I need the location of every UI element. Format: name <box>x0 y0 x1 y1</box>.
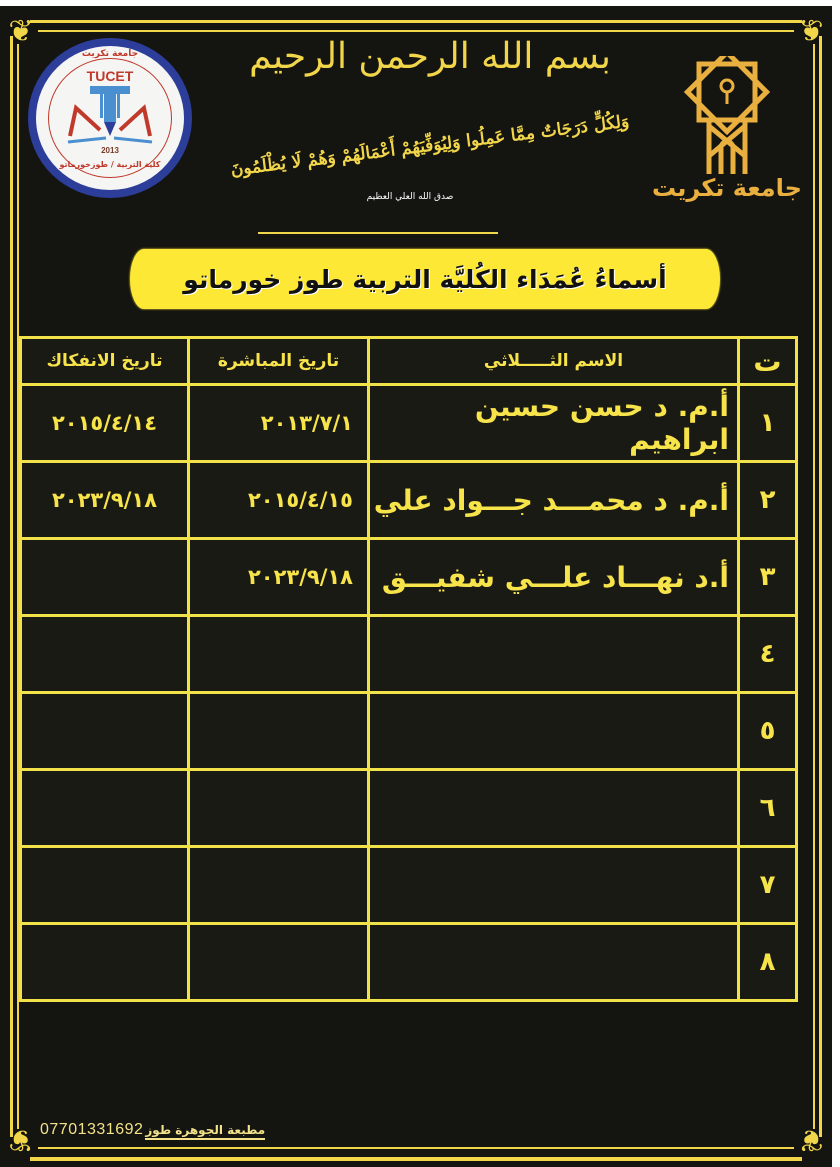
table-row <box>21 616 797 693</box>
header-name: الاسم الثـــــلاثي <box>369 338 739 385</box>
printer-phone: 07701331692 <box>40 1121 144 1138</box>
dean-name <box>369 616 739 693</box>
logo-arc-bottom-text: كلية التربية / طوزخورماتو <box>59 160 161 169</box>
dean-name: أ.م. د محمـــد جـــواد علي <box>369 462 739 539</box>
frame-border-top <box>30 20 802 23</box>
printer-name: مطبعة الجوهرة طوز <box>145 1123 265 1140</box>
header-number: ت <box>739 338 797 385</box>
dean-name <box>369 770 739 847</box>
start-date: ٢٠١٣/٧/١ <box>189 385 369 462</box>
dean-name: أ.د نهـــاد علـــي شفيـــق <box>369 539 739 616</box>
dean-name: أ.م. د حسن حسين ابراهيم <box>369 385 739 462</box>
table-row <box>21 462 797 539</box>
frame-border-bottom-inner <box>38 1147 794 1149</box>
table-row <box>21 770 797 847</box>
logo-acronym: TUCET <box>86 68 134 84</box>
corner-ornament-icon: ❦ <box>798 14 824 49</box>
college-logo <box>28 38 192 198</box>
end-date <box>21 924 189 1001</box>
basmala: بسم الله الرحمن الرحيم <box>249 36 611 77</box>
university-name: جامعة تكريت <box>652 174 802 202</box>
end-date <box>21 847 189 924</box>
deans-table <box>19 336 795 1002</box>
table-row <box>21 847 797 924</box>
table-row <box>21 924 797 1001</box>
logo-arc-top-text: جامعة تكريت <box>81 49 139 59</box>
row-number: ٦ <box>739 770 797 847</box>
divider <box>258 232 498 234</box>
quran-verse: وَلِكُلٍّ دَرَجَاتٌ مِمَّا عَمِلُوا وَلِيُوَفِّيَهُمْ أَعْمَالَهُمْ وَهُمْ لَا يُظْلَمُونَ <box>229 111 631 181</box>
pen-book-icon <box>66 86 154 146</box>
row-number: ٨ <box>739 924 797 1001</box>
row-number: ٣ <box>739 539 797 616</box>
start-date: ٢٠٢٣/٩/١٨ <box>189 539 369 616</box>
header-start-date: تاريخ المباشرة <box>189 338 369 385</box>
start-date <box>189 770 369 847</box>
page-title: أسماءُ عُمَدَاء الكُليَّة التربية طوز خورماتو <box>183 264 667 294</box>
university-logo <box>652 56 802 206</box>
frame-border-top-inner <box>38 30 794 32</box>
row-number: ١ <box>739 385 797 462</box>
corner-ornament-icon: ❦ <box>8 14 34 49</box>
poster <box>0 6 832 1167</box>
frame-border-left <box>10 36 13 1137</box>
row-number: ٥ <box>739 693 797 770</box>
frame-border-right-inner <box>813 44 815 1129</box>
title-banner <box>130 249 720 309</box>
row-number: ٢ <box>739 462 797 539</box>
dean-name <box>369 924 739 1001</box>
frame-border-bottom <box>30 1157 802 1161</box>
start-date <box>189 924 369 1001</box>
end-date: ٢٠١٥/٤/١٤ <box>21 385 189 462</box>
table-row <box>21 385 797 462</box>
logo-year: 2013 <box>101 146 119 155</box>
verse-closing: صدق الله العلي العظيم <box>366 192 454 202</box>
table-row <box>21 693 797 770</box>
university-emblem-icon <box>677 56 777 176</box>
end-date: ٢٠٢٣/٩/١٨ <box>21 462 189 539</box>
start-date: ٢٠١٥/٤/١٥ <box>189 462 369 539</box>
row-number: ٧ <box>739 847 797 924</box>
end-date <box>21 616 189 693</box>
row-number: ٤ <box>739 616 797 693</box>
end-date <box>21 770 189 847</box>
start-date <box>189 693 369 770</box>
dean-name <box>369 693 739 770</box>
header-end-date: تاريخ الانفكاك <box>21 338 189 385</box>
printer-credit <box>40 1121 265 1140</box>
end-date <box>21 539 189 616</box>
dean-name <box>369 847 739 924</box>
corner-ornament-icon: ❦ <box>8 1122 34 1157</box>
start-date <box>189 616 369 693</box>
corner-ornament-icon: ❦ <box>798 1122 824 1157</box>
start-date <box>189 847 369 924</box>
table-header-row <box>21 338 797 385</box>
end-date <box>21 693 189 770</box>
table-row <box>21 539 797 616</box>
frame-border-right <box>819 36 822 1137</box>
